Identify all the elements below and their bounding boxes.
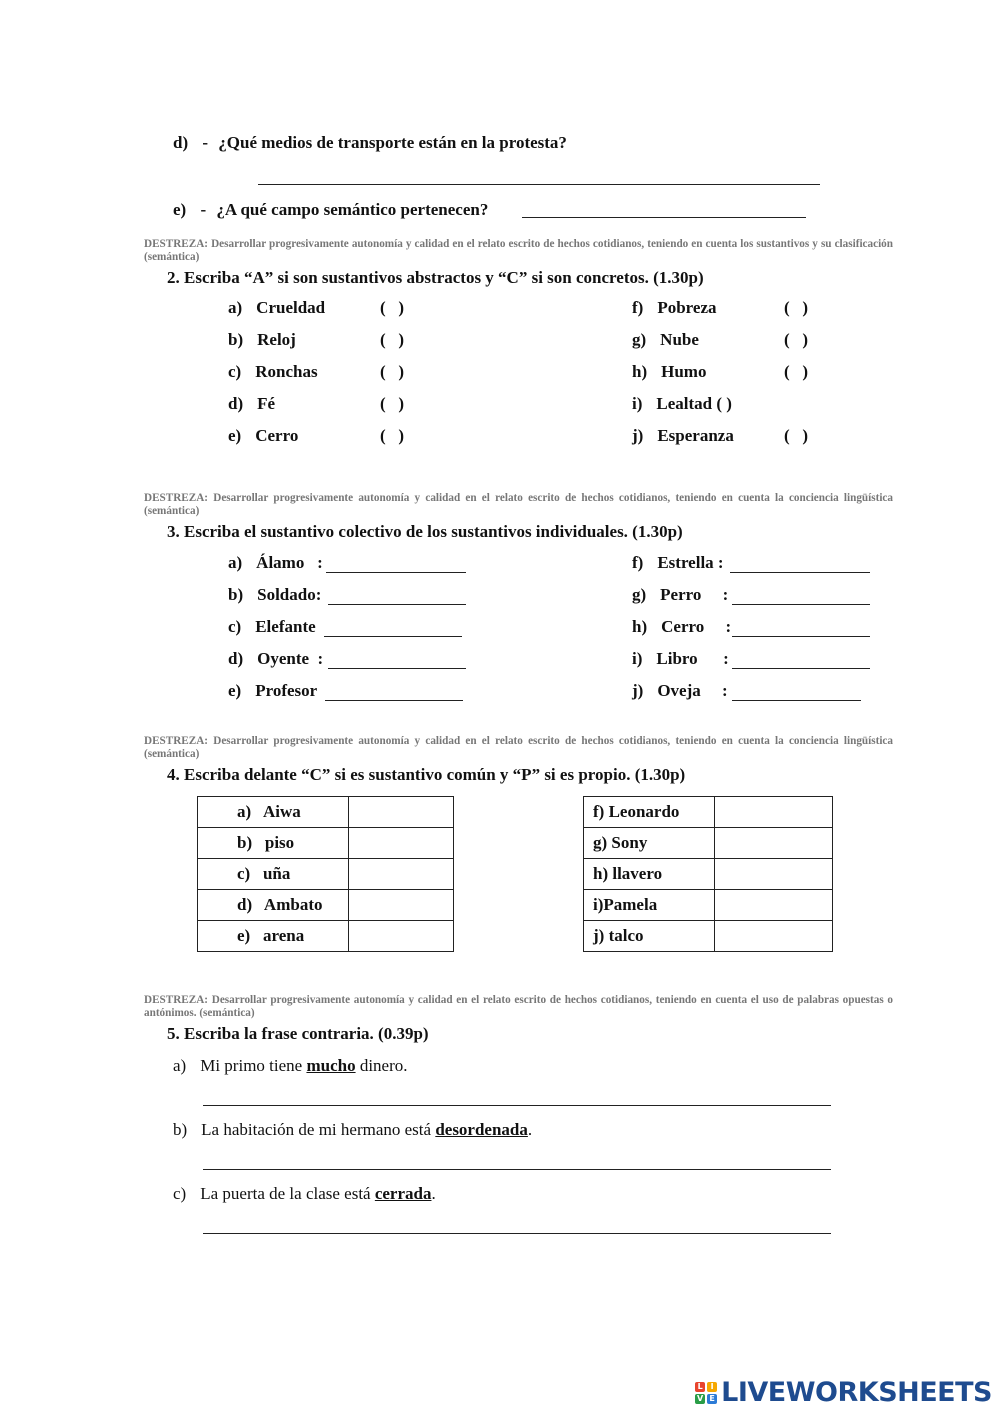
table-row bbox=[584, 828, 833, 859]
logo-text: LIVEWORKSHEETS bbox=[721, 1377, 992, 1408]
q3-answer-line[interactable] bbox=[732, 668, 870, 669]
q2-item bbox=[228, 362, 318, 382]
q4-word-cell: h) llavero bbox=[584, 859, 715, 890]
q3-answer-line[interactable] bbox=[325, 700, 463, 701]
q5-item-letter: a) bbox=[173, 1056, 187, 1075]
table-row bbox=[584, 859, 833, 890]
q2-answer-box[interactable]: ( ) bbox=[784, 330, 809, 349]
liveworksheets-logo bbox=[695, 1377, 992, 1408]
q3-item-letter: e) bbox=[228, 681, 242, 700]
q3-item-letter: c) bbox=[228, 617, 242, 636]
q4-word-cell: g) Sony bbox=[584, 828, 715, 859]
q2-item-letter: d) bbox=[228, 394, 244, 413]
q3-item bbox=[632, 649, 729, 669]
q1-d-answer-line[interactable] bbox=[258, 184, 820, 185]
logo-mark-tile: V bbox=[697, 1393, 704, 1403]
q2-item bbox=[632, 362, 706, 382]
q2-item-letter: j) bbox=[632, 426, 644, 445]
q2-answer-box[interactable]: ( ) bbox=[784, 426, 809, 445]
q5-item-keyword: desordenada bbox=[435, 1120, 528, 1139]
q3-answer-line[interactable] bbox=[324, 636, 462, 637]
q1-d-text: ¿Qué medios de transporte están en la protesta? bbox=[218, 133, 567, 152]
logo-mark-tile: I bbox=[707, 1382, 717, 1392]
q3-title: 3. Escriba el sustantivo colectivo de los sustantivos individuales. (1.30p) bbox=[167, 522, 683, 541]
skill-note: DESTREZA: Desarrollar progresivamente autonomía y calidad en el relato escrito de hechos cotidianos, teniendo en cuenta la conciencia lingüística (semántica) bbox=[144, 735, 893, 760]
q2-item-letter: c) bbox=[228, 362, 242, 381]
q3-item-word: Soldado: bbox=[257, 585, 322, 604]
q4-word-cell: d) Ambato bbox=[198, 890, 349, 921]
q3-item-letter: g) bbox=[632, 585, 647, 604]
q5-title: 5. Escriba la frase contraria. (0.39p) bbox=[167, 1024, 429, 1043]
q2-answer-box[interactable]: ( ) bbox=[784, 298, 809, 317]
q3-item-word: Oveja : bbox=[657, 681, 728, 700]
q2-answer-box[interactable]: ( ) bbox=[380, 330, 405, 349]
table-row bbox=[584, 921, 833, 952]
q4-answer-cell[interactable] bbox=[349, 828, 454, 859]
q4-answer-cell[interactable] bbox=[715, 797, 833, 828]
q4-answer-cell[interactable] bbox=[715, 828, 833, 859]
q1-e-letter: e) bbox=[173, 200, 187, 219]
q2-item-word: Fé bbox=[257, 394, 276, 413]
q3-item-word: Elefante bbox=[255, 617, 316, 636]
q3-item bbox=[632, 681, 728, 701]
q3-item bbox=[632, 617, 731, 637]
q2-item bbox=[632, 394, 732, 414]
q2-item bbox=[632, 330, 699, 350]
q4-answer-cell[interactable] bbox=[349, 921, 454, 952]
q3-item-word: Profesor bbox=[255, 681, 318, 700]
q3-item-letter: h) bbox=[632, 617, 648, 636]
q3-item-letter: i) bbox=[632, 649, 643, 668]
q5-item-keyword: cerrada bbox=[374, 1184, 432, 1203]
q2-item-letter: h) bbox=[632, 362, 648, 381]
q3-answer-line[interactable] bbox=[730, 572, 870, 573]
q1-d bbox=[173, 133, 567, 153]
q2-answer-box[interactable]: ( ) bbox=[380, 298, 405, 317]
q3-item bbox=[228, 681, 317, 701]
q3-item bbox=[228, 617, 316, 637]
logo-mark-tile: L bbox=[695, 1382, 705, 1392]
q2-item-word: Ronchas bbox=[255, 362, 318, 381]
q3-item-word: Libro : bbox=[656, 649, 729, 668]
q5-item-keyword: mucho bbox=[306, 1056, 356, 1075]
q2-item-letter: b) bbox=[228, 330, 244, 349]
q1-e-answer-line[interactable] bbox=[522, 217, 806, 218]
q4-answer-cell[interactable] bbox=[349, 797, 454, 828]
skill-note: DESTREZA: Desarrollar progresivamente autonomía y calidad en el relato escrito de hechos cotidianos, teniendo en cuenta los sustantivos y su clasificación (semántica) bbox=[144, 238, 893, 263]
table-row bbox=[198, 890, 454, 921]
q5-item-letter: b) bbox=[173, 1120, 188, 1139]
q5-item bbox=[173, 1120, 532, 1140]
q5-answer-line[interactable] bbox=[203, 1233, 831, 1234]
q2-item-word: Lealtad ( ) bbox=[656, 394, 732, 413]
q2-item-letter: e) bbox=[228, 426, 242, 445]
q2-item bbox=[228, 298, 325, 318]
q3-item-letter: b) bbox=[228, 585, 244, 604]
q5-item-letter: c) bbox=[173, 1184, 187, 1203]
q2-item bbox=[632, 426, 734, 446]
q4-word-cell: b) piso bbox=[198, 828, 349, 859]
q5-item-pre: La puerta de la clase está bbox=[200, 1184, 375, 1203]
q3-item-word: Álamo : bbox=[256, 553, 323, 572]
skill-note: DESTREZA: Desarrollar progresivamente autonomía y calidad en el relato escrito de hechos cotidianos, teniendo en cuenta el uso de palabras opuestas o antónimos. (semántica) bbox=[144, 994, 893, 1019]
q3-item-word: Cerro : bbox=[661, 617, 732, 636]
q5-item bbox=[173, 1056, 408, 1076]
q4-answer-cell[interactable] bbox=[349, 859, 454, 890]
q3-answer-line[interactable] bbox=[328, 604, 466, 605]
q3-item-letter: d) bbox=[228, 649, 244, 668]
q2-item-word: Crueldad bbox=[256, 298, 326, 317]
q2-item-letter: f) bbox=[632, 298, 644, 317]
q2-item-letter: g) bbox=[632, 330, 647, 349]
q3-answer-line[interactable] bbox=[732, 604, 870, 605]
q1-e-text: ¿A qué campo semántico pertenecen? bbox=[216, 200, 489, 219]
q4-word-cell: j) talco bbox=[584, 921, 715, 952]
q3-item bbox=[228, 649, 323, 669]
q4-table-left bbox=[197, 796, 454, 952]
q3-item bbox=[632, 585, 728, 605]
q1-d-dash: - bbox=[202, 133, 209, 152]
q3-item-word: Estrella : bbox=[657, 553, 724, 572]
q1-e bbox=[173, 200, 488, 220]
q2-item-word: Esperanza bbox=[657, 426, 734, 445]
table-row bbox=[198, 797, 454, 828]
q2-item-letter: a) bbox=[228, 298, 243, 317]
q4-word-cell: a) Aiwa bbox=[198, 797, 349, 828]
q5-item-pre: La habitación de mi hermano está bbox=[201, 1120, 436, 1139]
q3-item-letter: f) bbox=[632, 553, 644, 572]
logo-mark-icon bbox=[695, 1382, 717, 1404]
q4-answer-cell[interactable] bbox=[715, 921, 833, 952]
q2-item bbox=[228, 394, 275, 414]
q3-answer-line[interactable] bbox=[732, 700, 861, 701]
q5-answer-line[interactable] bbox=[203, 1169, 831, 1170]
q4-word-cell: i)Pamela bbox=[584, 890, 715, 921]
q3-item bbox=[632, 553, 724, 573]
q3-item-letter: a) bbox=[228, 553, 243, 572]
q2-item bbox=[632, 298, 717, 318]
logo-mark-tile: E bbox=[707, 1394, 717, 1404]
q2-answer-box[interactable]: ( ) bbox=[380, 362, 405, 381]
q2-item-word: Nube bbox=[660, 330, 699, 349]
table-row bbox=[198, 828, 454, 859]
q2-item-word: Cerro bbox=[255, 426, 299, 445]
q5-item-post: . bbox=[431, 1184, 436, 1203]
q3-item-letter: j) bbox=[632, 681, 644, 700]
q5-answer-line[interactable] bbox=[203, 1105, 831, 1106]
skill-note: DESTREZA: Desarrollar progresivamente autonomía y calidad en el relato escrito de hechos cotidianos, teniendo en cuenta la conciencia lingüística (semántica) bbox=[144, 492, 893, 517]
q2-item-word: Reloj bbox=[257, 330, 296, 349]
q2-item-word: Humo bbox=[661, 362, 707, 381]
q4-answer-cell[interactable] bbox=[349, 890, 454, 921]
table-row bbox=[584, 890, 833, 921]
q2-item-letter: i) bbox=[632, 394, 643, 413]
q4-word-cell: c) uña bbox=[198, 859, 349, 890]
q2-answer-box[interactable]: ( ) bbox=[784, 362, 809, 381]
q4-word-cell: f) Leonardo bbox=[584, 797, 715, 828]
q1-d-letter: d) bbox=[173, 133, 189, 152]
q3-item-word: Perro : bbox=[660, 585, 729, 604]
q4-table-right bbox=[583, 796, 833, 952]
q2-item bbox=[228, 426, 298, 446]
q4-answer-cell[interactable] bbox=[715, 890, 833, 921]
q3-answer-line[interactable] bbox=[328, 668, 466, 669]
q1-e-dash: - bbox=[200, 200, 207, 219]
q4-answer-cell[interactable] bbox=[715, 859, 833, 890]
q3-answer-line[interactable] bbox=[732, 636, 870, 637]
q5-item-post: dinero. bbox=[355, 1056, 408, 1075]
q5-item bbox=[173, 1184, 436, 1204]
q5-item-post: . bbox=[527, 1120, 533, 1139]
q2-answer-box[interactable]: ( ) bbox=[380, 426, 405, 445]
q5-item-pre: Mi primo tiene bbox=[200, 1056, 307, 1075]
q3-answer-line[interactable] bbox=[326, 572, 466, 573]
q3-item bbox=[228, 553, 323, 573]
table-row bbox=[198, 859, 454, 890]
q4-title: 4. Escriba delante “C” si es sustantivo común y “P” si es propio. (1.30p) bbox=[167, 765, 686, 784]
q4-word-cell: e) arena bbox=[198, 921, 349, 952]
table-row bbox=[584, 797, 833, 828]
q2-answer-box[interactable]: ( ) bbox=[380, 394, 405, 413]
q3-item bbox=[228, 585, 321, 605]
q3-item-word: Oyente : bbox=[257, 649, 324, 668]
q2-item bbox=[228, 330, 296, 350]
table-row bbox=[198, 921, 454, 952]
q2-title: 2. Escriba “A” si son sustantivos abstractos y “C” si son concretos. (1.30p) bbox=[167, 268, 704, 287]
q2-item-word: Pobreza bbox=[657, 298, 717, 317]
